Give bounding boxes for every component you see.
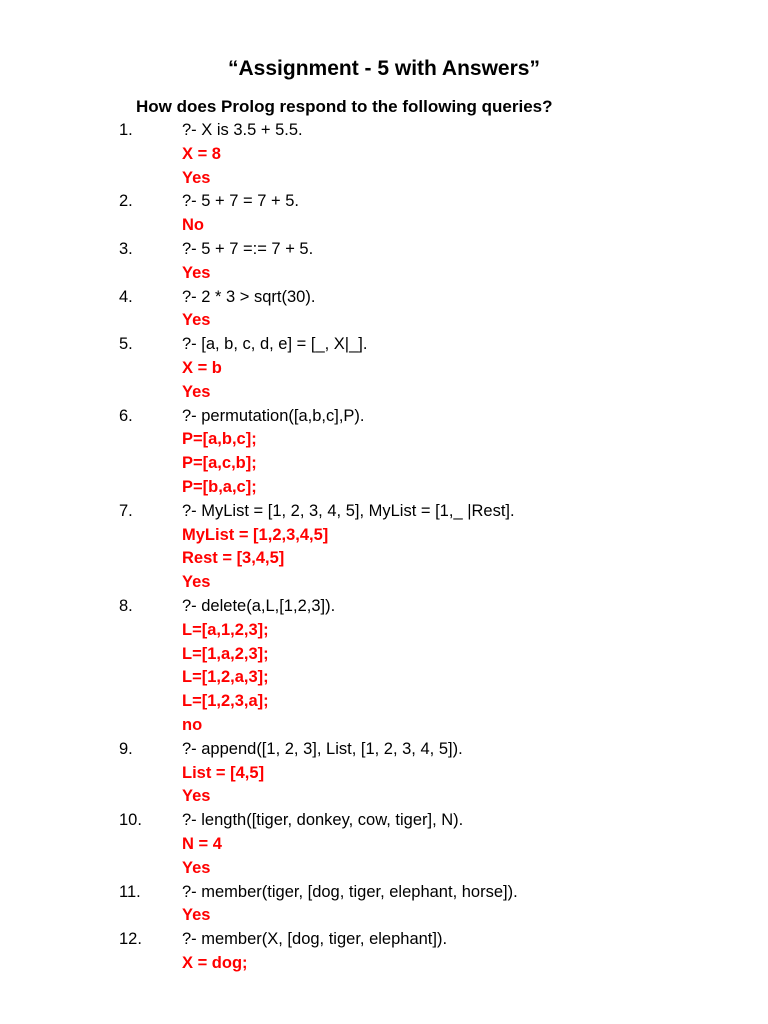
answer-row [0, 262, 768, 286]
answer-text: X = 8 [182, 144, 221, 163]
answer-text: L=[a,1,2,3]; [182, 620, 269, 639]
answer-row [0, 690, 768, 714]
answer-text: Yes [182, 168, 211, 187]
answer-row [0, 643, 768, 667]
answer-text: L=[1,2,3,a]; [182, 692, 269, 711]
answer-text: Yes [182, 311, 211, 330]
query-number: 3. [119, 239, 133, 258]
answer-row [0, 904, 768, 928]
qa-list [0, 119, 768, 976]
query-row [0, 286, 768, 310]
answer-text: Yes [182, 382, 211, 401]
query-row [0, 738, 768, 762]
answer-row [0, 571, 768, 595]
query-text: ?- X is 3.5 + 5.5. [182, 121, 303, 139]
query-row [0, 928, 768, 952]
answer-row [0, 309, 768, 333]
query-number: 11. [119, 882, 141, 901]
query-number: 2. [119, 192, 133, 211]
query-text: ?- 2 * 3 > sqrt(30). [182, 287, 316, 306]
answer-text: Rest = [3,4,5] [182, 549, 285, 568]
query-text: ?- append([1, 2, 3], List, [1, 2, 3, 4, 5]). [182, 739, 463, 758]
query-row [0, 595, 768, 619]
answer-row [0, 214, 768, 238]
query-text: ?- member(X, [dog, tiger, elephant]). [182, 930, 448, 949]
answer-row [0, 524, 768, 548]
query-number: 8. [119, 596, 133, 615]
answer-row [0, 428, 768, 452]
question-heading: How does Prolog respond to the following queries? [136, 97, 553, 116]
query-number: 12. [119, 930, 142, 949]
answer-row [0, 476, 768, 500]
answer-row [0, 666, 768, 690]
answer-text: N = 4 [182, 834, 222, 853]
answer-text: no [182, 715, 203, 734]
answer-row [0, 452, 768, 476]
query-number: 9. [119, 739, 133, 758]
query-row [0, 190, 768, 214]
answer-text: P=[a,c,b]; [182, 454, 257, 473]
query-text: ?- [a, b, c, d, e] = [_, X|_]. [182, 335, 368, 354]
query-row [0, 881, 768, 905]
answer-row [0, 857, 768, 881]
query-row [0, 500, 768, 524]
answer-row [0, 762, 768, 786]
query-text: ?- 5 + 7 =:= 7 + 5. [182, 239, 314, 258]
answer-text: X = b [182, 358, 222, 377]
answer-row [0, 714, 768, 738]
answer-row [0, 833, 768, 857]
answer-text: MyList = [1,2,3,4,5] [182, 525, 329, 544]
answer-row [0, 381, 768, 405]
answer-row [0, 952, 768, 976]
query-text: ?- permutation([a,b,c],P). [182, 406, 365, 425]
query-number: 10. [119, 811, 142, 830]
answer-row [0, 357, 768, 381]
query-row [0, 405, 768, 429]
answer-text: List = [4,5] [182, 763, 265, 782]
answer-text: X = dog; [182, 953, 248, 972]
query-number: 6. [119, 406, 133, 425]
query-row [0, 238, 768, 262]
query-number: 4. [119, 287, 133, 306]
answer-text: Yes [182, 787, 211, 806]
query-number: 5. [119, 335, 133, 354]
answer-row [0, 143, 768, 167]
query-text: ?- delete(a,L,[1,2,3]). [182, 596, 336, 615]
answer-row [0, 167, 768, 191]
answer-text: No [182, 216, 204, 235]
query-text: ?- MyList = [1, 2, 3, 4, 5], MyList = [1,_ |Rest]. [182, 501, 515, 520]
answer-row [0, 619, 768, 643]
answer-text: P=[a,b,c]; [182, 430, 257, 449]
query-row [0, 119, 768, 143]
answer-text: Yes [182, 573, 211, 592]
answer-text: Yes [182, 858, 211, 877]
query-text: ?- member(tiger, [dog, tiger, elephant, horse]). [182, 882, 518, 901]
answer-text: P=[b,a,c]; [182, 477, 257, 496]
answer-row [0, 785, 768, 809]
query-row [0, 333, 768, 357]
query-row [0, 809, 768, 833]
answer-text: Yes [182, 263, 211, 282]
query-number: 7. [119, 501, 133, 520]
query-text: ?- 5 + 7 = 7 + 5. [182, 192, 299, 211]
answer-text: L=[1,a,2,3]; [182, 644, 269, 663]
document-title: “Assignment - 5 with Answers” [228, 57, 540, 80]
query-number: 1. [119, 121, 133, 139]
answer-text: L=[1,2,a,3]; [182, 668, 269, 687]
answer-row [0, 547, 768, 571]
query-text: ?- length([tiger, donkey, cow, tiger], N). [182, 811, 464, 830]
answer-text: Yes [182, 906, 211, 925]
